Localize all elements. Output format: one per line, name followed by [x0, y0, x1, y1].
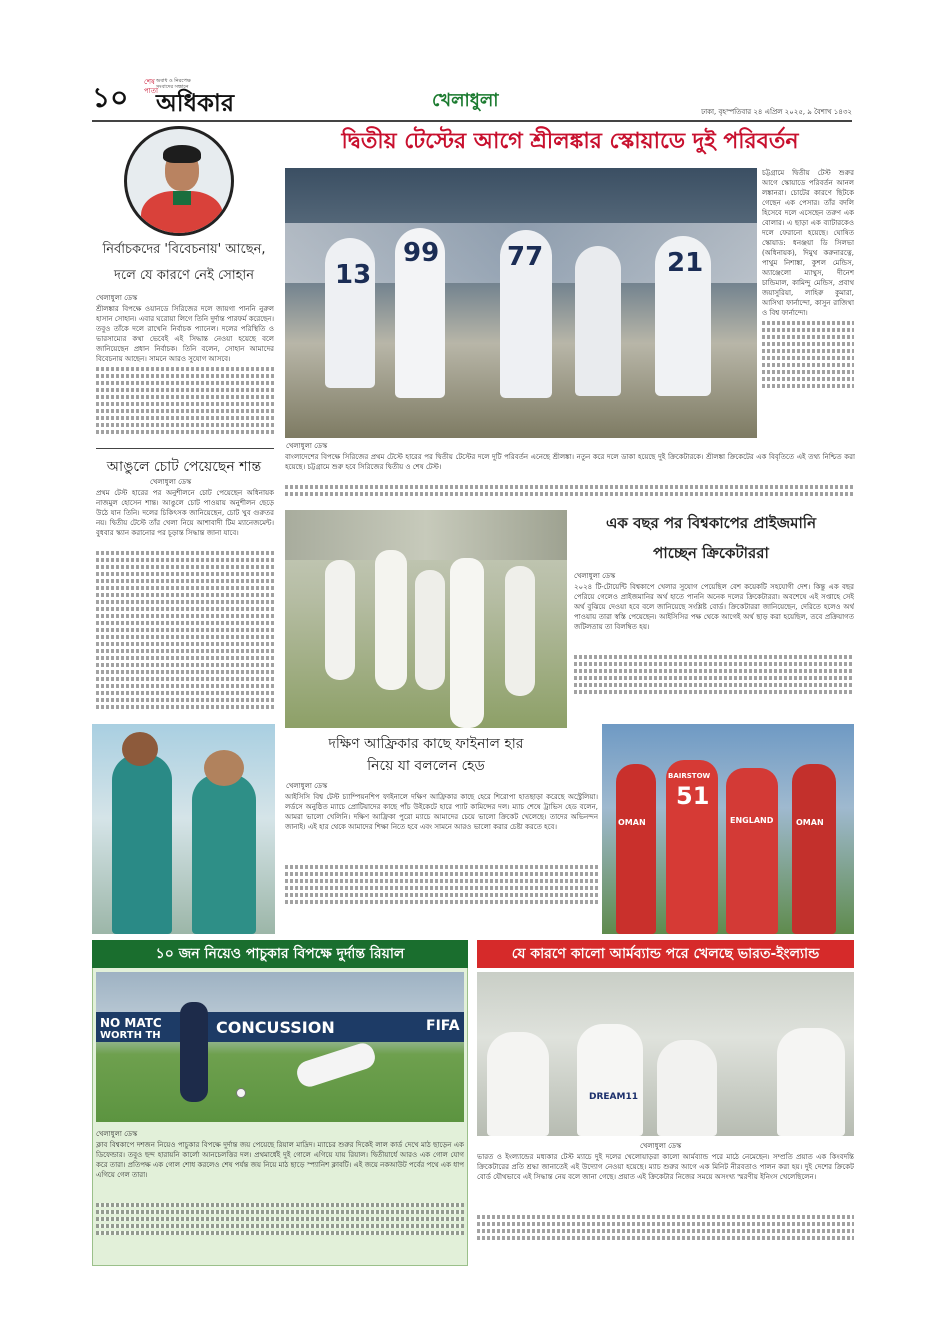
shirt-text-england: ENGLAND [730, 816, 774, 825]
real-article [96, 1140, 464, 1262]
head-photo [285, 510, 567, 728]
sohan-headline-line1: নির্বাচকদের 'বিবেচনায়' আছেন, [102, 242, 266, 257]
main-headline: দ্বিতীয় টেস্টের আগে শ্রীলঙ্কার স্কোয়াডে দুই পরিবর্তন [341, 129, 799, 154]
head-headline-line1: দক্ষিণ আফ্রিকার কাছে ফাইনাল হার [328, 736, 524, 752]
masthead-rule [92, 120, 852, 122]
sri-lanka-article [285, 452, 855, 502]
shirt-text-oman-2: OMAN [796, 818, 824, 827]
head-article [285, 792, 598, 932]
masthead [92, 72, 852, 122]
india-article [477, 1152, 854, 1264]
sri-lanka-side-column [762, 168, 854, 438]
shirt-text-oman-1: OMAN [618, 818, 646, 827]
page-number: ১০ [92, 81, 129, 114]
logo-text: অধিকার [156, 89, 235, 117]
india-body: ভারত ও ইংল্যান্ডের মধ্যকার টেস্ট ম্যাচে দুই দলের খেলোয়াড়রা কালো আর্মব্যান্ড পরে মাঠে নেমেছেন। সম্প্রতি প্রয়াত এক কিংবদন্তি ক্রিকেটারের প্রতি শ্রদ্ধা জানাতেই এই উদ্যোগ নেওয়া হয়েছে। ম্যাচ শুরুর আগে এক মিনিট নীরবতাও পালন করা হয়। দুই দেশের ক্রিকেট বোর্ড যৌথভাবে এই সিদ্ধান্ত নেয় বলে জানা গেছে। প্রয়াত এই ক্রিকেটার নিজের সময়ে অসংখ্য স্মরণীয় ইনিংস খেলেছিলেন। [477, 1153, 854, 1181]
sri-lanka-side-body: চট্টগ্রামে দ্বিতীয় টেস্ট শুরুর আগে স্কোয়াডে পরিবর্তন আনল লঙ্কানরা। চোটের কারণে ছিটকে গেছেন এক পেসার। তাঁর বদলি হিসেবে দলে এসেছেন তরুণ এক বোলার। এ ছাড়া এক ব্যাটারকেও দলে ফেরানো হয়েছে। ঘোষিত স্কোয়াড: ধনঞ্জয়া ডি সিলভা (অধিনায়ক), দিমুথ করুনারত্নে, পাথুম নিশাঙ্কা, কুশল মেন্ডিস, অ্যাঞ্জেলো ম্যাথুস, দীনেশ চান্ডিমাল, কামিন্দু মেন্ডিস, প্রবাথ জয়াসুরিয়া, লাহিরু কুমারা, আসিথা ফার্নান্দো, কাসুন রাজিথা ও বিশ্ব ফার্নান্দো। [762, 169, 854, 317]
board-text-2: WORTH TH [100, 1030, 161, 1041]
shanto-article [96, 488, 274, 718]
real-photo [96, 972, 464, 1122]
real-byline: খেলাধুলা ডেস্ক [96, 1130, 138, 1138]
wc-money-headline-line2: পাচ্ছেন ক্রিকেটাররা [653, 544, 769, 562]
india-photo [477, 972, 854, 1136]
real-body: ক্লাব বিশ্বকাপে দশজন নিয়েও পাচুকার বিপক্ষে দুর্দান্ত জয় পেয়েছে রিয়াল মাদ্রিদ। ম্যাচের শুরুর দিকেই লাল কার্ড দেখে মাঠ ছাড়েন এক ডিফেন্ডার। তবুও ছন্দ হারায়নি কার্লো আনচেলত্তির দল। প্রথমার্ধেই দুই গোলে এগিয়ে যায় রিয়াল। দ্বিতীয়ার্ধে আরও এক গোল যোগ করে তারা। প্রতিপক্ষ এক গোল শোধ করলেও শেষ পর্যন্ত জয় নিয়ে মাঠ ছাড়ে স্প্যানিশ ক্লাবটি। এই জয়ে নকআউট পর্বের পথে এক ধাপ এগিয়ে গেল তারা। [96, 1141, 464, 1179]
sohan-headline-line2: দলে যে কারণে নেই সোহান [114, 268, 254, 283]
sohan-byline: খেলাধুলা ডেস্ক [96, 294, 138, 302]
india-byline: খেলাধুলা ডেস্ক [640, 1142, 682, 1150]
sohan-portrait [124, 126, 234, 236]
board-text-1: NO MATC [100, 1016, 162, 1030]
divider [96, 448, 274, 449]
sohan-article [96, 304, 274, 444]
logo-tagline: অবাধ ও নিরপেক্ষ সংবাদের সন্ধানে [156, 78, 191, 90]
issue-date: ঢাকা, বৃহস্পতিবার ২৪ এপ্রিল ২০২৫, ৯ বৈশাখ ১৪৩২ [701, 108, 852, 116]
shanto-body: প্রথম টেস্ট হারের পর অনুশীলনে চোট পেয়েছেন অধিনায়ক নাজমুল হোসেন শান্ত। আঙুলে চোট পাওয়ায় অনুশীলন ছেড়ে উঠে যান তিনি। দলের চিকিৎসক জানিয়েছেন, চোট খুব গুরুতর নয়। দ্বিতীয় টেস্টে তাঁর খেলা নিয়ে আশাবাদী টিম ম্যানেজমেন্ট। বুধবার স্ক্যান করানোর পর চূড়ান্ত সিদ্ধান্ত জানা যাবে। [96, 489, 274, 537]
head-body: আইসিসি বিশ্ব টেস্ট চ্যাম্পিয়নশিপ ফাইনালে দক্ষিণ আফ্রিকার কাছে হেরে শিরোপা হাতছাড়া করেছে অস্ট্রেলিয়া। লর্ডসে অনুষ্ঠিত ম্যাচে প্রোটিয়াদের কাছে পাঁচ উইকেটে হারে প্যাট কামিন্সের দল। ম্যাচ শেষে ট্রাভিস হেড বলেন, আমরা ভালো খেলিনি। দক্ষিণ আফ্রিকা পুরো ম্যাচে আমাদের চেয়ে ভালো ক্রিকেট খেলেছে। তাদের অভিনন্দন জানাই। এই হার থেকে আমাদের শিক্ষা নিতে হবে এবং সামনে আরও ভালো করার চেষ্টা করতে হবে। [285, 793, 598, 831]
head-byline: খেলাধুলা ডেস্ক [286, 782, 328, 790]
logo [156, 78, 246, 118]
board-text-4: FIFA [426, 1018, 460, 1034]
sri-lanka-photo [285, 168, 757, 438]
wc-money-headline-line1: এক বছর পর বিশ্বকাপের প্রাইজমানি [605, 514, 817, 532]
wc-money-byline: খেলাধুলা ডেস্ক [574, 572, 616, 580]
wc-money-body: ২০২৪ টি-টোয়েন্টি বিশ্বকাপে খেলার সুযোগ পেয়েছিল বেশ কয়েকটি সহযোগী দেশ। কিন্তু এক বছর পেরিয়ে গেলেও প্রাইজমানির অর্থ হাতে পাননি অনেক দলের ক্রিকেটাররা। অবশেষে এই সপ্তাহে সেই অর্থ বুঝিয়ে দেওয়া হবে বলে জানিয়েছে সংশ্লিষ্ট বোর্ড। ক্রিকেটাররা জানিয়েছেন, দেরিতে হলেও অর্থ পাওয়ায় তারা স্বস্তি পেয়েছেন। আইসিসির পক্ষ থেকে আগেই অর্থ ছাড় করা হয়েছিল, তবে প্রক্রিয়াগত জটিলতায় তা বিলম্বিত হয়। [574, 583, 854, 631]
jersey-number-1: 13 [335, 260, 372, 290]
sohan-body: শ্রীলঙ্কার বিপক্ষে ওয়ানডে সিরিজের দলে জায়গা পাননি নুরুল হাসান সোহান। এবার ঘরোয়া লিগে তিনি দুর্দান্ত পারফর্ম করেছেন। তবুও তাঁকে দলে রাখেনি নির্বাচক প্যানেল। দলের পরিস্থিতি ও ভারসাম্যের কথা ভেবেই এই সিদ্ধান্ত নেওয়া হয়েছে বলে জানিয়েছেন প্রধান নির্বাচক। তিনি বলেন, সোহান আমাদের বিবেচনায় আছেন। সামনে আরও সুযোগ আসবে। [96, 305, 274, 363]
shanto-byline: খেলাধুলা ডেস্ক [150, 478, 192, 486]
real-headline: ১০ জন নিয়েও পাচুকার বিপক্ষে দুর্দান্ত রিয়াল [92, 940, 468, 968]
shirt-text-bairstow: BAIRSTOW [668, 772, 711, 780]
oman-england-photo [602, 724, 854, 934]
india-headline: যে কারণে কালো আর্মব্যান্ড পরে খেলছে ভারত-ইংল্যান্ড [477, 940, 854, 968]
jersey-number-3: 77 [507, 242, 544, 272]
side-label: শেষ পাতা [144, 78, 159, 95]
india-shirt-text: DREAM11 [589, 1092, 638, 1102]
jersey-number-2: 99 [403, 238, 440, 268]
sri-lanka-body: বাংলাদেশের বিপক্ষে সিরিজের প্রথম টেস্টে হারের পর দ্বিতীয় টেস্টের দলে দুটি পরিবর্তন এনেছে শ্রীলঙ্কা। নতুন করে দলে ডাকা হয়েছে দুই ক্রিকেটারকে। শ্রীলঙ্কা ক্রিকেটের এক বিবৃতিতে এই তথ্য নিশ্চিত করা হয়েছে। চট্টগ্রামে শুরু হবে সিরিজের দ্বিতীয় ও শেষ টেস্ট। [285, 453, 855, 471]
head-headline-line2: নিয়ে যা বললেন হেড [367, 758, 485, 774]
shanto-headline: আঙুলে চোট পেয়েছেন শান্ত [106, 459, 262, 475]
team-training-photo [92, 724, 275, 934]
wc-money-article [574, 582, 854, 718]
sri-lanka-byline: খেলাধুলা ডেস্ক [286, 442, 328, 450]
board-text-3: CONCUSSION [216, 1018, 335, 1037]
section-name: খেলাধুলা [432, 90, 499, 111]
jersey-number-4: 21 [667, 248, 704, 278]
shirt-number-51: 51 [676, 782, 710, 810]
